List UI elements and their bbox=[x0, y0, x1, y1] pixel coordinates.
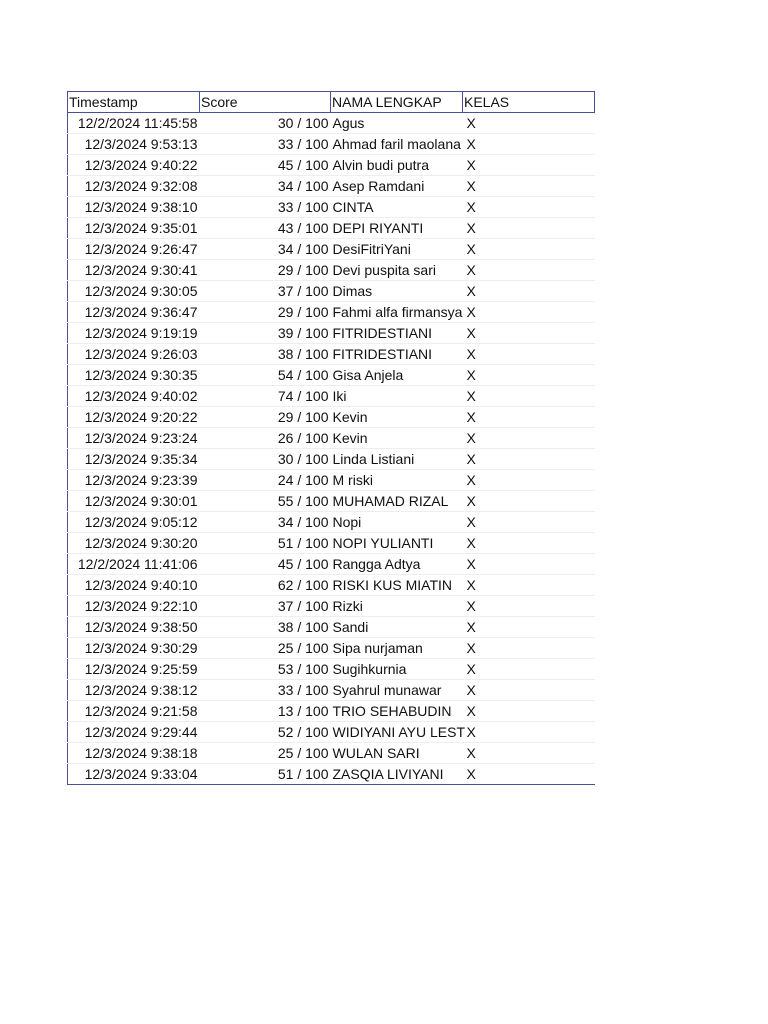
cell-nama-lengkap: Iki bbox=[331, 386, 463, 407]
cell-nama-lengkap: Linda Listiani bbox=[331, 449, 463, 470]
table-row bbox=[68, 323, 595, 344]
table-row bbox=[68, 575, 595, 596]
cell-nama-lengkap: Devi puspita sari bbox=[331, 260, 463, 281]
cell-timestamp: 12/3/2024 9:36:47 bbox=[68, 302, 200, 323]
cell-nama-lengkap: MUHAMAD RIZAL bbox=[331, 491, 463, 512]
cell-timestamp: 12/3/2024 9:35:01 bbox=[68, 218, 200, 239]
cell-kelas: X bbox=[463, 743, 595, 764]
cell-score: 34 / 100 bbox=[200, 239, 331, 260]
table-row bbox=[68, 701, 595, 722]
cell-nama-lengkap: Alvin budi putra bbox=[331, 155, 463, 176]
cell-timestamp: 12/3/2024 9:30:20 bbox=[68, 533, 200, 554]
cell-nama-lengkap: Rangga Adtya bbox=[331, 554, 463, 575]
table-row bbox=[68, 197, 595, 218]
table-row bbox=[68, 554, 595, 575]
cell-nama-lengkap: TRIO SEHABUDIN bbox=[331, 701, 463, 722]
cell-timestamp: 12/3/2024 9:38:18 bbox=[68, 743, 200, 764]
cell-nama-lengkap: Rizki bbox=[331, 596, 463, 617]
cell-score: 29 / 100 bbox=[200, 260, 331, 281]
cell-nama-lengkap: RISKI KUS MIATIN bbox=[331, 575, 463, 596]
header-kelas: KELAS bbox=[463, 92, 595, 113]
table-row bbox=[68, 596, 595, 617]
cell-nama-lengkap: NOPI YULIANTI bbox=[331, 533, 463, 554]
cell-timestamp: 12/3/2024 9:20:22 bbox=[68, 407, 200, 428]
cell-kelas: X bbox=[463, 176, 595, 197]
cell-timestamp: 12/3/2024 9:38:12 bbox=[68, 680, 200, 701]
cell-timestamp: 12/3/2024 9:26:03 bbox=[68, 344, 200, 365]
table-row bbox=[68, 407, 595, 428]
cell-kelas: X bbox=[463, 638, 595, 659]
cell-score: 45 / 100 bbox=[200, 554, 331, 575]
cell-score: 34 / 100 bbox=[200, 176, 331, 197]
cell-timestamp: 12/3/2024 9:19:19 bbox=[68, 323, 200, 344]
cell-timestamp: 12/3/2024 9:35:34 bbox=[68, 449, 200, 470]
cell-kelas: X bbox=[463, 113, 595, 134]
cell-timestamp: 12/3/2024 9:38:10 bbox=[68, 197, 200, 218]
cell-kelas: X bbox=[463, 491, 595, 512]
table-row bbox=[68, 428, 595, 449]
cell-score: 38 / 100 bbox=[200, 617, 331, 638]
table-row bbox=[68, 491, 595, 512]
table-row bbox=[68, 218, 595, 239]
cell-kelas: X bbox=[463, 365, 595, 386]
cell-kelas: X bbox=[463, 407, 595, 428]
cell-score: 51 / 100 bbox=[200, 533, 331, 554]
table-row bbox=[68, 512, 595, 533]
cell-nama-lengkap: Nopi bbox=[331, 512, 463, 533]
cell-kelas: X bbox=[463, 134, 595, 155]
cell-kelas: X bbox=[463, 680, 595, 701]
cell-kelas: X bbox=[463, 533, 595, 554]
cell-timestamp: 12/2/2024 11:45:58 bbox=[68, 113, 200, 134]
cell-score: 55 / 100 bbox=[200, 491, 331, 512]
cell-kelas: X bbox=[463, 575, 595, 596]
header-nama-lengkap: NAMA LENGKAP bbox=[331, 92, 463, 113]
cell-nama-lengkap: CINTA bbox=[331, 197, 463, 218]
cell-score: 24 / 100 bbox=[200, 470, 331, 491]
cell-kelas: X bbox=[463, 596, 595, 617]
cell-score: 37 / 100 bbox=[200, 281, 331, 302]
header-timestamp: Timestamp bbox=[68, 92, 200, 113]
cell-nama-lengkap: Asep Ramdani bbox=[331, 176, 463, 197]
table-row bbox=[68, 113, 595, 134]
cell-nama-lengkap: FITRIDESTIANI bbox=[331, 344, 463, 365]
table-row bbox=[68, 722, 595, 743]
cell-kelas: X bbox=[463, 302, 595, 323]
table-row bbox=[68, 134, 595, 155]
cell-score: 33 / 100 bbox=[200, 197, 331, 218]
cell-nama-lengkap: Fahmi alfa firmansya bbox=[331, 302, 463, 323]
cell-score: 52 / 100 bbox=[200, 722, 331, 743]
cell-nama-lengkap: FITRIDESTIANI bbox=[331, 323, 463, 344]
cell-kelas: X bbox=[463, 281, 595, 302]
cell-timestamp: 12/3/2024 9:30:29 bbox=[68, 638, 200, 659]
cell-score: 34 / 100 bbox=[200, 512, 331, 533]
table-row bbox=[68, 449, 595, 470]
cell-nama-lengkap: ZASQIA LIVIYANI bbox=[331, 764, 463, 785]
table-row bbox=[68, 344, 595, 365]
table-row bbox=[68, 365, 595, 386]
cell-kelas: X bbox=[463, 554, 595, 575]
cell-timestamp: 12/3/2024 9:40:02 bbox=[68, 386, 200, 407]
cell-timestamp: 12/3/2024 9:53:13 bbox=[68, 134, 200, 155]
cell-nama-lengkap: Dimas bbox=[331, 281, 463, 302]
table-row bbox=[68, 638, 595, 659]
cell-score: 33 / 100 bbox=[200, 134, 331, 155]
cell-kelas: X bbox=[463, 764, 595, 785]
cell-score: 29 / 100 bbox=[200, 302, 331, 323]
cell-score: 37 / 100 bbox=[200, 596, 331, 617]
table-row bbox=[68, 533, 595, 554]
cell-nama-lengkap: Syahrul munawar bbox=[331, 680, 463, 701]
cell-score: 13 / 100 bbox=[200, 701, 331, 722]
cell-score: 39 / 100 bbox=[200, 323, 331, 344]
cell-score: 38 / 100 bbox=[200, 344, 331, 365]
table-header bbox=[68, 92, 595, 113]
cell-timestamp: 12/3/2024 9:23:24 bbox=[68, 428, 200, 449]
cell-score: 74 / 100 bbox=[200, 386, 331, 407]
cell-score: 33 / 100 bbox=[200, 680, 331, 701]
cell-timestamp: 12/3/2024 9:30:05 bbox=[68, 281, 200, 302]
header-score: Score bbox=[200, 92, 331, 113]
cell-kelas: X bbox=[463, 197, 595, 218]
cell-kelas: X bbox=[463, 701, 595, 722]
table-row bbox=[68, 281, 595, 302]
cell-nama-lengkap: Kevin bbox=[331, 428, 463, 449]
cell-kelas: X bbox=[463, 512, 595, 533]
cell-kelas: X bbox=[463, 722, 595, 743]
table-row bbox=[68, 386, 595, 407]
cell-nama-lengkap: M riski bbox=[331, 470, 463, 491]
cell-score: 30 / 100 bbox=[200, 449, 331, 470]
cell-kelas: X bbox=[463, 239, 595, 260]
cell-nama-lengkap: DesiFitriYani bbox=[331, 239, 463, 260]
cell-timestamp: 12/3/2024 9:22:10 bbox=[68, 596, 200, 617]
cell-nama-lengkap: WIDIYANI AYU LEST bbox=[331, 722, 463, 743]
cell-timestamp: 12/3/2024 9:25:59 bbox=[68, 659, 200, 680]
cell-kelas: X bbox=[463, 218, 595, 239]
table-row bbox=[68, 176, 595, 197]
cell-timestamp: 12/2/2024 11:41:06 bbox=[68, 554, 200, 575]
cell-score: 62 / 100 bbox=[200, 575, 331, 596]
cell-score: 54 / 100 bbox=[200, 365, 331, 386]
table-row bbox=[68, 470, 595, 491]
cell-nama-lengkap: Ahmad faril maolana bbox=[331, 134, 463, 155]
cell-nama-lengkap: Sipa nurjaman bbox=[331, 638, 463, 659]
cell-timestamp: 12/3/2024 9:40:10 bbox=[68, 575, 200, 596]
cell-score: 45 / 100 bbox=[200, 155, 331, 176]
cell-nama-lengkap: DEPI RIYANTI bbox=[331, 218, 463, 239]
cell-kelas: X bbox=[463, 344, 595, 365]
cell-nama-lengkap: Kevin bbox=[331, 407, 463, 428]
cell-timestamp: 12/3/2024 9:33:04 bbox=[68, 764, 200, 785]
table-row bbox=[68, 302, 595, 323]
cell-timestamp: 12/3/2024 9:21:58 bbox=[68, 701, 200, 722]
cell-timestamp: 12/3/2024 9:29:44 bbox=[68, 722, 200, 743]
cell-timestamp: 12/3/2024 9:30:41 bbox=[68, 260, 200, 281]
cell-kelas: X bbox=[463, 323, 595, 344]
cell-kelas: X bbox=[463, 659, 595, 680]
cell-nama-lengkap: Sandi bbox=[331, 617, 463, 638]
cell-kelas: X bbox=[463, 386, 595, 407]
cell-score: 25 / 100 bbox=[200, 638, 331, 659]
table-row bbox=[68, 764, 595, 785]
cell-timestamp: 12/3/2024 9:23:39 bbox=[68, 470, 200, 491]
cell-timestamp: 12/3/2024 9:05:12 bbox=[68, 512, 200, 533]
table-row bbox=[68, 239, 595, 260]
cell-nama-lengkap: Sugihkurnia bbox=[331, 659, 463, 680]
cell-score: 30 / 100 bbox=[200, 113, 331, 134]
cell-kelas: X bbox=[463, 260, 595, 281]
cell-nama-lengkap: Agus bbox=[331, 113, 463, 134]
results-table bbox=[67, 91, 595, 785]
table-body bbox=[68, 113, 595, 785]
cell-score: 53 / 100 bbox=[200, 659, 331, 680]
cell-score: 29 / 100 bbox=[200, 407, 331, 428]
table-row bbox=[68, 659, 595, 680]
cell-timestamp: 12/3/2024 9:30:35 bbox=[68, 365, 200, 386]
cell-score: 51 / 100 bbox=[200, 764, 331, 785]
cell-score: 25 / 100 bbox=[200, 743, 331, 764]
cell-kelas: X bbox=[463, 449, 595, 470]
table-row bbox=[68, 617, 595, 638]
cell-nama-lengkap: Gisa Anjela bbox=[331, 365, 463, 386]
cell-timestamp: 12/3/2024 9:30:01 bbox=[68, 491, 200, 512]
cell-score: 26 / 100 bbox=[200, 428, 331, 449]
header-row bbox=[68, 92, 595, 113]
cell-kelas: X bbox=[463, 617, 595, 638]
cell-timestamp: 12/3/2024 9:40:22 bbox=[68, 155, 200, 176]
cell-kelas: X bbox=[463, 428, 595, 449]
table-row bbox=[68, 155, 595, 176]
table-row bbox=[68, 743, 595, 764]
cell-timestamp: 12/3/2024 9:32:08 bbox=[68, 176, 200, 197]
table-row bbox=[68, 680, 595, 701]
cell-nama-lengkap: WULAN SARI bbox=[331, 743, 463, 764]
cell-score: 43 / 100 bbox=[200, 218, 331, 239]
cell-kelas: X bbox=[463, 470, 595, 491]
cell-kelas: X bbox=[463, 155, 595, 176]
cell-timestamp: 12/3/2024 9:38:50 bbox=[68, 617, 200, 638]
table-row bbox=[68, 260, 595, 281]
cell-timestamp: 12/3/2024 9:26:47 bbox=[68, 239, 200, 260]
